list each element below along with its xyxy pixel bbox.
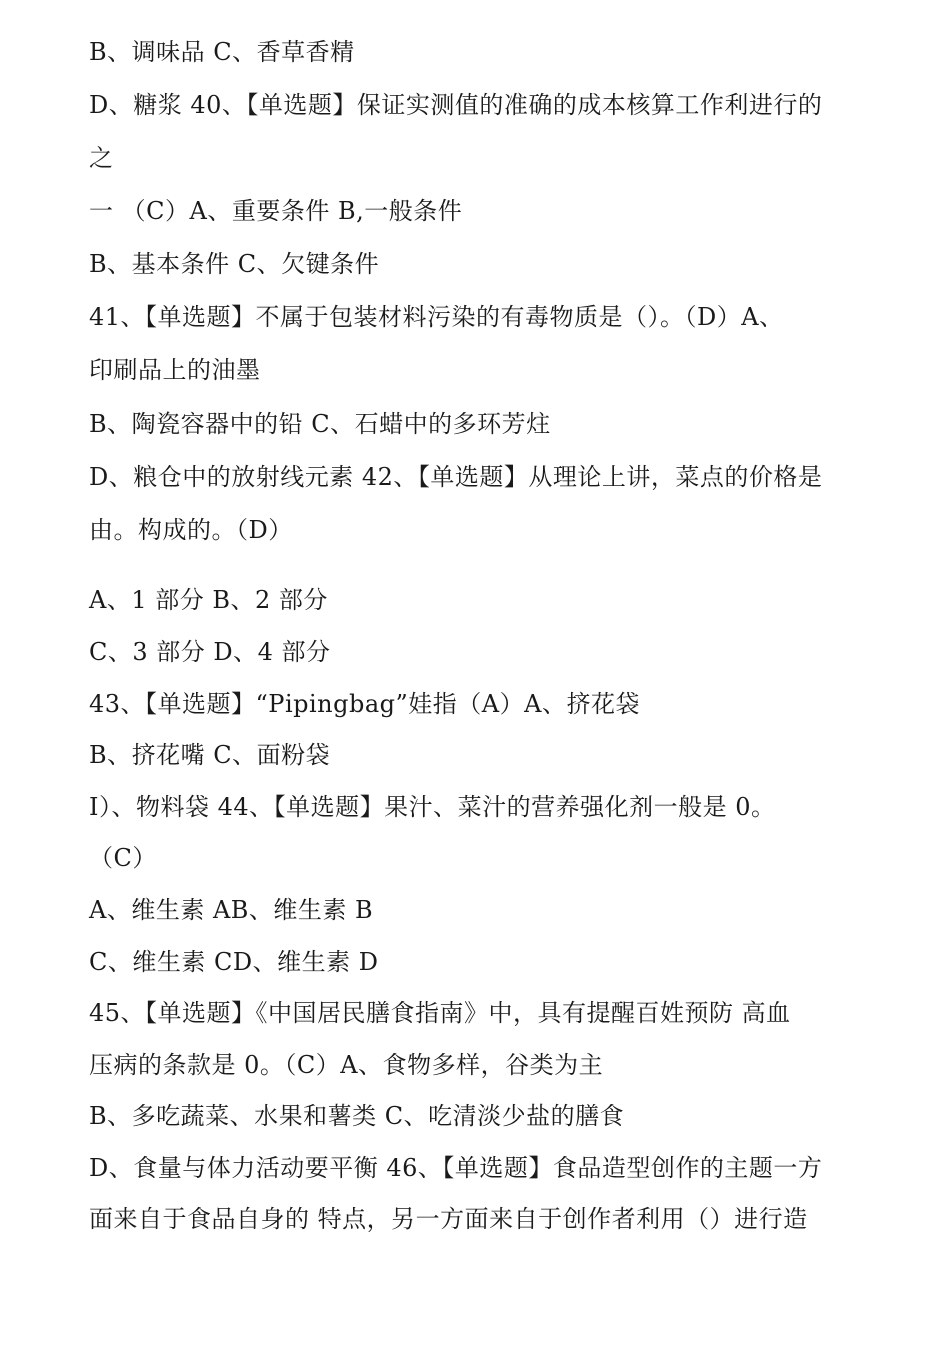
text-line: 之 [89, 144, 114, 172]
text-line: B、基本条件 C、欠键条件 [89, 250, 380, 278]
text-line: B、陶瓷容器中的铅 C、石蜡中的多环芳炷 [89, 410, 551, 438]
text-line: C、3 部分 D、4 部分 [89, 638, 331, 666]
text-line: C、维生素 CD、维生素 D [89, 948, 379, 976]
text-line: I）、物料袋 44、【单选题】果汁、菜汁的营养强化剂一般是 0。 [89, 793, 776, 821]
text-line: D、糖浆 40、【单选题】保证实测值的准确的成本核算工作利进行的 [89, 91, 823, 119]
text-line: B、挤花嘴 C、面粉袋 [89, 741, 331, 769]
text-line: A、1 部分 B、2 部分 [89, 586, 328, 614]
text-line: （C） [89, 844, 157, 872]
text-line: B、调味品 C、香草香精 [89, 38, 355, 66]
text-line: 45、【单选题】《中国居民膳食指南》中，具有提醒百姓预防 高血 [89, 999, 791, 1027]
text-line: A、维生素 AB、维生素 B [89, 896, 374, 924]
text-line: 压病的条款是 0。（C）A、食物多样，谷类为主 [89, 1051, 604, 1079]
text-line: 印刷品上的油墨 [89, 356, 261, 384]
text-line: D、粮仓中的放射线元素 42、【单选题】从理论上讲，菜点的价格是 [89, 463, 823, 491]
text-line: 一 （C）A、重要条件 B,一般条件 [89, 197, 463, 225]
text-line: 由。构成的。（D） [89, 516, 293, 544]
text-line: 43、【单选题】“Pipingbag”娃指（A）A、挤花袋 [89, 690, 640, 718]
text-line: 面来自于食品自身的 特点，另一方面来自于创作者利用（）进行造 [89, 1205, 808, 1233]
text-line: D、食量与体力活动要平衡 46、【单选题】食品造型创作的主题一方 [89, 1154, 823, 1182]
text-line: 41、【单选题】不属于包装材料污染的有毒物质是（）。（D）A、 [89, 303, 784, 331]
text-line: B、多吃蔬菜、水果和薯类 C、吃清淡少盐的膳食 [89, 1102, 625, 1130]
